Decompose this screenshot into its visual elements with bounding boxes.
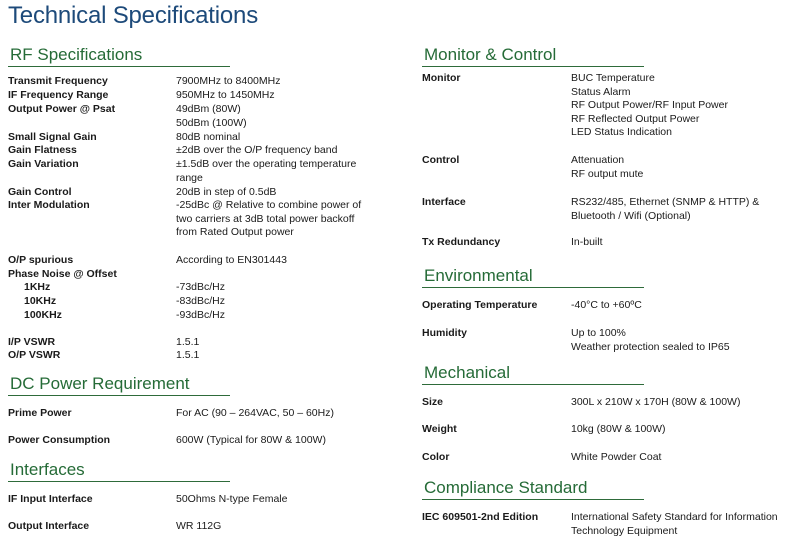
spec-value [571,299,642,313]
spec-label: IF Input Interface [8,493,93,505]
section-heading: Environmental [422,265,644,288]
spec-value [176,144,337,158]
spec-label: IF Frequency Range [8,89,109,101]
spec-value-line: 950MHz to 1450MHz [176,89,275,101]
spec-value-line: ±1.5dB over the operating temperature [176,158,357,170]
spec-value [176,89,275,103]
spec-value-line: -40°C to +60ºC [571,299,642,311]
spec-value [571,327,730,354]
section-heading: RF Specifications [8,44,230,67]
spec-label: Phase Noise @ Offset [8,268,117,280]
spec-value-line: Up to 100% [571,327,626,339]
spec-value-line: Bluetooth / Wifi (Optional) [571,209,691,222]
spec-value-line: According to EN301443 [176,254,287,266]
spec-value [571,196,759,223]
section-interfaces [8,459,288,532]
spec-label: Weight [422,423,457,435]
section-compliance [422,477,778,537]
spec-value-line: Technology Equipment [571,524,678,537]
spec-label: Transmit Frequency [8,75,108,87]
spec-label: Color [422,451,450,463]
section-mechanical [422,362,741,463]
spec-value-line: from Rated Output power [176,226,294,239]
spec-value [176,131,240,145]
spec-label: Small Signal Gain [8,131,97,143]
spec-label: Humidity [422,327,467,339]
section-monitor-control [422,44,760,248]
spec-label: 100KHz [24,309,62,321]
spec-label: Gain Control [8,186,72,198]
spec-label: 1KHz [24,281,51,293]
spec-value [176,75,280,89]
spec-value [571,423,666,437]
spec-value [571,511,778,538]
spec-value [571,451,661,465]
spec-value-line: -93dBc/Hz [176,309,226,321]
spec-value [176,309,225,323]
spec-label: Prime Power [8,407,72,419]
spec-value [176,254,287,268]
spec-value-line: -73dBc/Hz [176,281,226,293]
spec-value-line: RF Output Power/RF Input Power [571,99,728,112]
spec-value [176,407,334,421]
spec-value [571,236,603,250]
spec-label: Inter Modulation [8,199,90,211]
spec-label: Control [422,154,460,166]
spec-label: Size [422,396,444,408]
spec-value [571,72,728,140]
spec-value-line: 50Ohms N-type Female [176,493,288,505]
spec-value-line: 50dBm (100W) [176,116,247,129]
spec-value-line: RF Reflected Output Power [571,112,700,125]
section-rf-specifications [8,44,362,361]
spec-value-line: range [176,171,203,184]
spec-value [176,281,225,295]
spec-label: Operating Temperature [422,299,538,311]
spec-label: Gain Variation [8,158,79,170]
spec-value-line: 1.5.1 [176,349,200,361]
spec-label: Monitor [422,72,461,84]
spec-label: Tx Redundancy [422,236,501,248]
spec-value-line: ±2dB over the O/P frequency band [176,144,338,156]
spec-label: Power Consumption [8,434,111,446]
spec-value-line: For AC (90 – 264VAC, 50 – 60Hz) [176,407,334,419]
spec-value-line: Attenuation [571,154,625,166]
spec-value [176,295,225,309]
spec-value-line: White Powder Coat [571,451,662,463]
spec-value [176,349,199,363]
spec-value-line: 10kg (80W & 100W) [571,423,666,435]
page-title: Technical Specifications [8,2,259,29]
spec-value [176,336,199,350]
spec-label: O/P VSWR [8,349,61,361]
spec-label: O/P spurious [8,254,74,266]
spec-value-line: 1.5.1 [176,336,200,348]
section-heading: Mechanical [422,362,644,385]
spec-value-line: RS232/485, Ethernet (SNMP & HTTP) & [571,196,760,208]
spec-value [176,103,247,130]
spec-label: 10KHz [24,295,57,307]
spec-value-line: 300L x 210W x 170H (80W & 100W) [571,396,741,408]
spec-value-line: -25dBc @ Relative to combine power of [176,199,362,211]
spec-value [571,154,643,181]
spec-value-line: LED Status Indication [571,126,672,139]
section-heading: Monitor & Control [422,44,644,67]
spec-value-line: WR 112G [176,520,222,532]
section-heading: Compliance Standard [422,477,644,500]
spec-value-line: 7900MHz to 8400MHz [176,75,281,87]
spec-value [176,434,326,448]
spec-value-line: In-built [571,236,603,248]
spec-value-line: 49dBm (80W) [176,103,241,115]
spec-value [176,186,276,200]
spec-value-line: -83dBc/Hz [176,295,226,307]
section-heading: DC Power Requirement [8,373,230,396]
section-heading: Interfaces [8,459,230,482]
section-dc-power [8,373,334,446]
spec-value-line: 80dB nominal [176,131,241,143]
spec-value-line: RF output mute [571,167,644,180]
spec-value-line: two carriers at 3dB total power backoff [176,212,355,225]
spec-label: Interface [422,196,466,208]
spec-label: Gain Flatness [8,144,77,156]
spec-label: IEC 609501-2nd Edition [422,511,539,523]
spec-value-line: Status Alarm [571,85,631,98]
spec-value-line: Weather protection sealed to IP65 [571,340,730,353]
spec-value [176,199,361,240]
spec-value [176,158,356,185]
spec-label: Output Interface [8,520,90,532]
spec-value-line: 600W (Typical for 80W & 100W) [176,434,326,446]
spec-label: Output Power @ Psat [8,103,116,115]
spec-value-line: 20dB in step of 0.5dB [176,186,277,198]
section-environmental [422,265,730,353]
spec-value-line: International Safety Standard for Information [571,511,778,523]
spec-label: I/P VSWR [8,336,56,348]
spec-value-line: BUC Temperature [571,72,655,84]
spec-value [176,520,221,534]
spec-value [176,493,287,507]
spec-value [571,396,740,410]
